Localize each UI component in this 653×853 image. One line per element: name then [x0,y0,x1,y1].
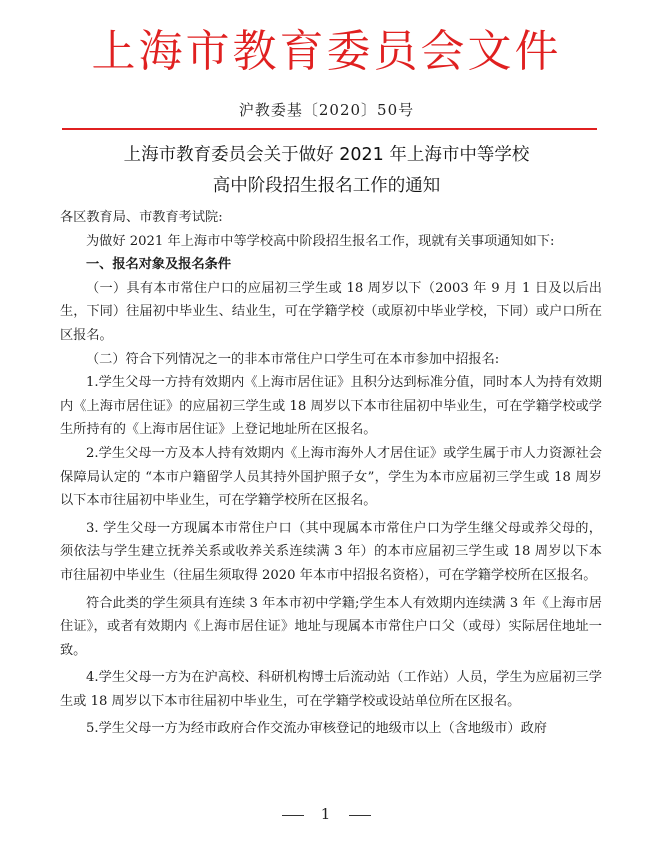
red-divider-line [62,128,597,130]
paragraph-2: （二）符合下列情况之一的非本市常住户口学生可在本市参加中招报名: [86,351,500,367]
list-item-4: 4.学生父母一方为在沪高校、科研机构博士后流动站（工作站）人员，学生为应届初三学生或 18 周岁以下本市往届初中毕业生，可在学籍学校或设站单位所在区报名。 [60,670,602,709]
list-item-2: 2.学生父母一方及本人持有效期内《上海市海外人才居住证》或学生属于市人力资源社会保障局认定的 “本市户籍留学人员其持外国护照子女”，学生为本市应届初三学生或 18 周岁以下本市往届初中毕业生，可在学籍学校所在区报名。 [60,445,602,509]
footer-dash-left [282,815,304,816]
document-masthead: 上海市教育委员会文件 [91,26,562,77]
salutation: 各区教育局、市教育考试院: [60,210,223,225]
document-body [60,206,602,741]
section-heading: 一、报名对象及报名条件 [86,257,232,273]
page-number: 1 [320,805,333,823]
list-item-3: 3. 学生父母一方现属本市常住户口（其中现属本市常住户口为学生继父母或养父母的，须依法与学生建立抚养关系或收养关系连续满 3 年）的本市应届初三学生或 18 周岁以下本市往届初中毕业生（往届生须取得 2020 年本市中招报名资格），可在学籍学校所在区报名。 [60,520,602,583]
document-number: 沪教委基〔2020〕50号 [238,101,415,119]
list-item-1: 1.学生父母一方持有效期内《上海市居住证》且积分达到标准分值，同时本人为持有效期内《上海市居住证》的应届初三学生或 18 周岁以下本市往届初中毕业生，可在学籍学校或学生所持有的《上海市居住证》上登记地址所在区报名。 [60,375,602,438]
footer-dash-right [349,815,371,816]
paragraph-1: （一）具有本市常住户口的应届初三学生或 18 周岁以下（2003 年 9 月 1 日及以后出生，下同）往届初中毕业生、结业生，可在学籍学校（或原初中毕业学校，下同）或户口所在区报名。 [60,280,602,343]
notice-title-line-1: 上海市教育委员会关于做好 2021 年上海市中等学校 [123,145,530,165]
list-item-5: 5.学生父母一方为经市政府合作交流办审核登记的地级市以上（含地级市）政府 [86,721,547,737]
page-footer [0,805,653,823]
intro-paragraph: 为做好 2021 年上海市中等学校高中阶段招生报名工作，现就有关事项通知如下: [86,233,555,249]
notice-title-line-2: 高中阶段招生报名工作的通知 [212,176,441,196]
list-item-3-note: 符合此类的学生须具有连续 3 年本市初中学籍;学生本人有效期内连续满 3 年《上海市居住证》，或者有效期内《上海市居住证》地址与现属本市常住户口父（或母）实际居住地址一致。 [60,595,602,658]
